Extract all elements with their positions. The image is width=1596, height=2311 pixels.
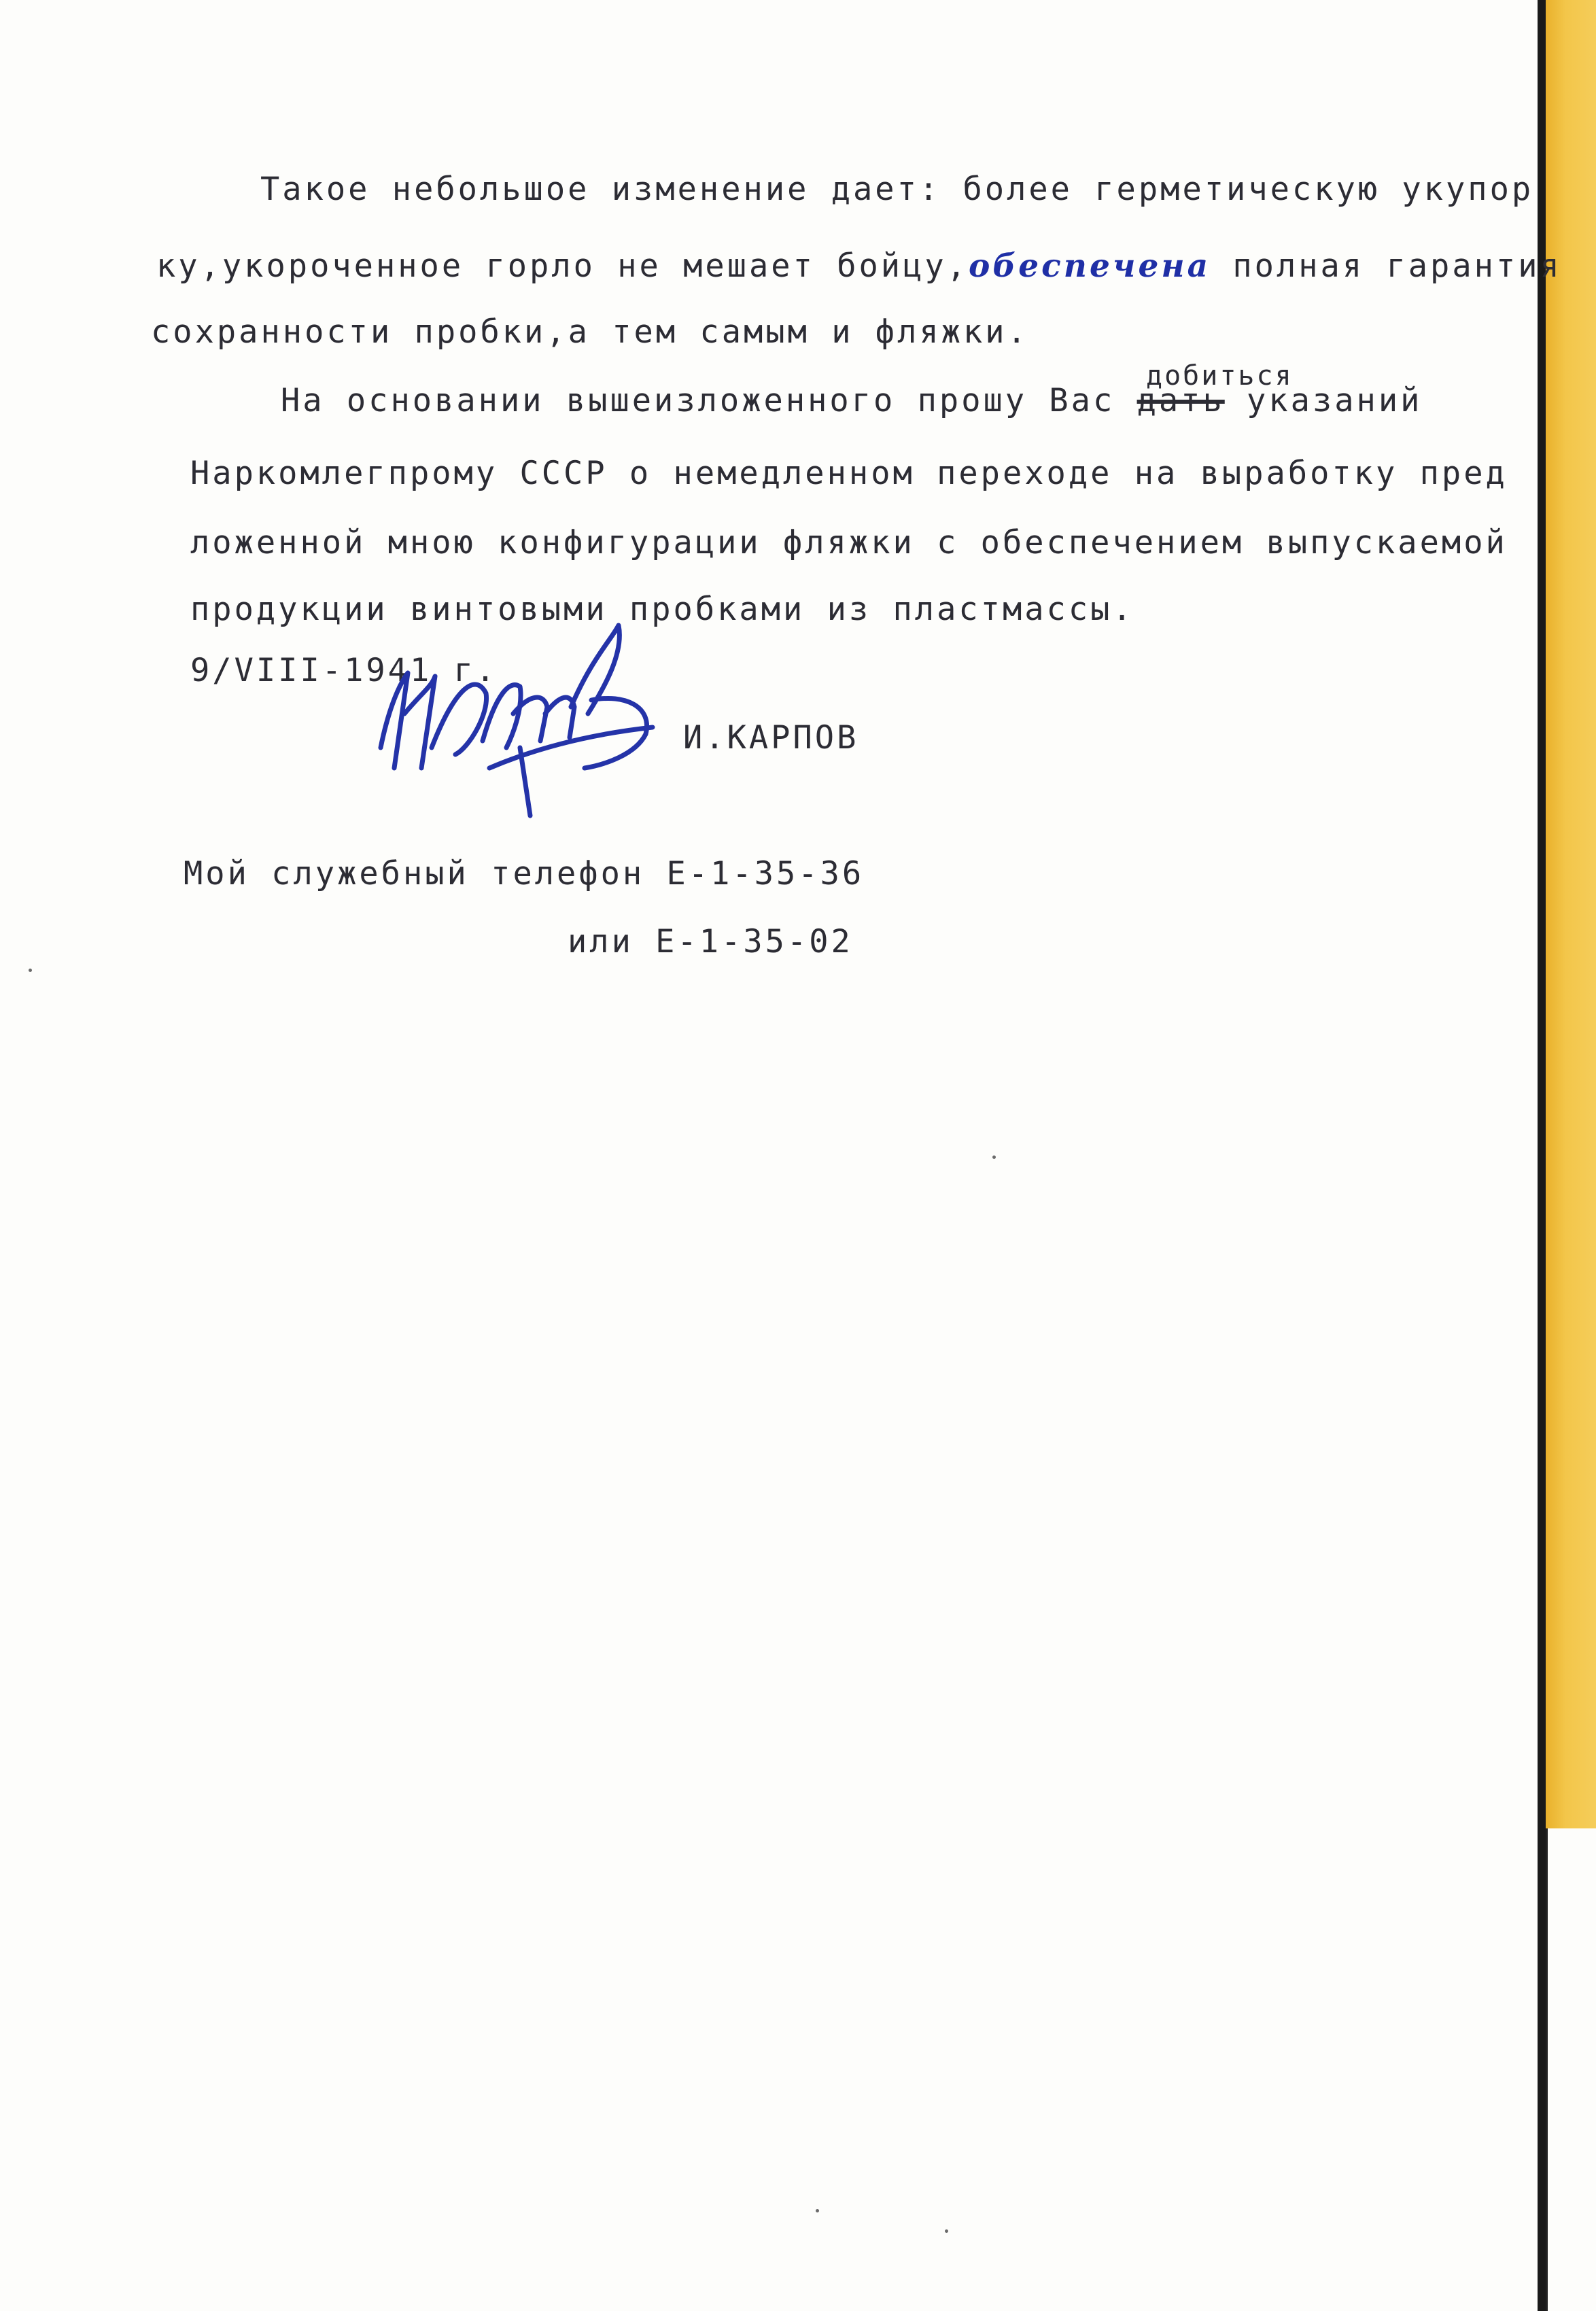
scan-speck <box>816 2209 819 2212</box>
scan-speck <box>29 969 32 972</box>
phone-line-2: или Е-1-35-02 <box>568 923 853 960</box>
letter-line-4-text: На основании вышеизложенного прошу Вас <box>281 382 1115 419</box>
letter-line-2-text: ку,укороченное горло не мешает бойцу, <box>156 247 969 285</box>
handwritten-insert: обеспечена <box>968 247 1211 285</box>
letter-line-5: Наркомлегпрому СССР о немедленном переходе на выработку пред <box>190 455 1508 492</box>
handwritten-signature <box>367 612 687 836</box>
letter-date: 9/VIII-1941 г. <box>190 652 498 689</box>
letter-line-4 <box>281 382 1423 419</box>
letter-line-3: сохранности пробки,а тем самым и фляжки. <box>151 313 1029 351</box>
letter-line-2-tail: полная гарантия <box>1232 247 1562 285</box>
struck-word: дать <box>1137 382 1225 419</box>
scan-speck <box>992 1156 996 1159</box>
scan-speck <box>945 2229 948 2233</box>
letter-line-4-tail: указаний <box>1247 382 1423 419</box>
letter-line-7: продукции винтовыми пробками из пластмассы. <box>190 591 1134 628</box>
line-4-insert-above: добиться <box>1146 360 1294 392</box>
page-edge-lower <box>1546 1828 1596 2311</box>
letter-line-1: Такое небольшое изменение дает: более герметическую укупор <box>260 171 1534 208</box>
phone-line-1: Мой служебный телефон Е-1-35-36 <box>184 855 865 892</box>
page-edge-shadow <box>1538 0 1546 2311</box>
letter-line-6: ложенной мною конфигурации фляжки с обеспечением выпускаемой <box>190 524 1508 561</box>
signer-name: И.КАРПОВ <box>683 719 859 757</box>
letter-line-2 <box>156 247 1562 285</box>
